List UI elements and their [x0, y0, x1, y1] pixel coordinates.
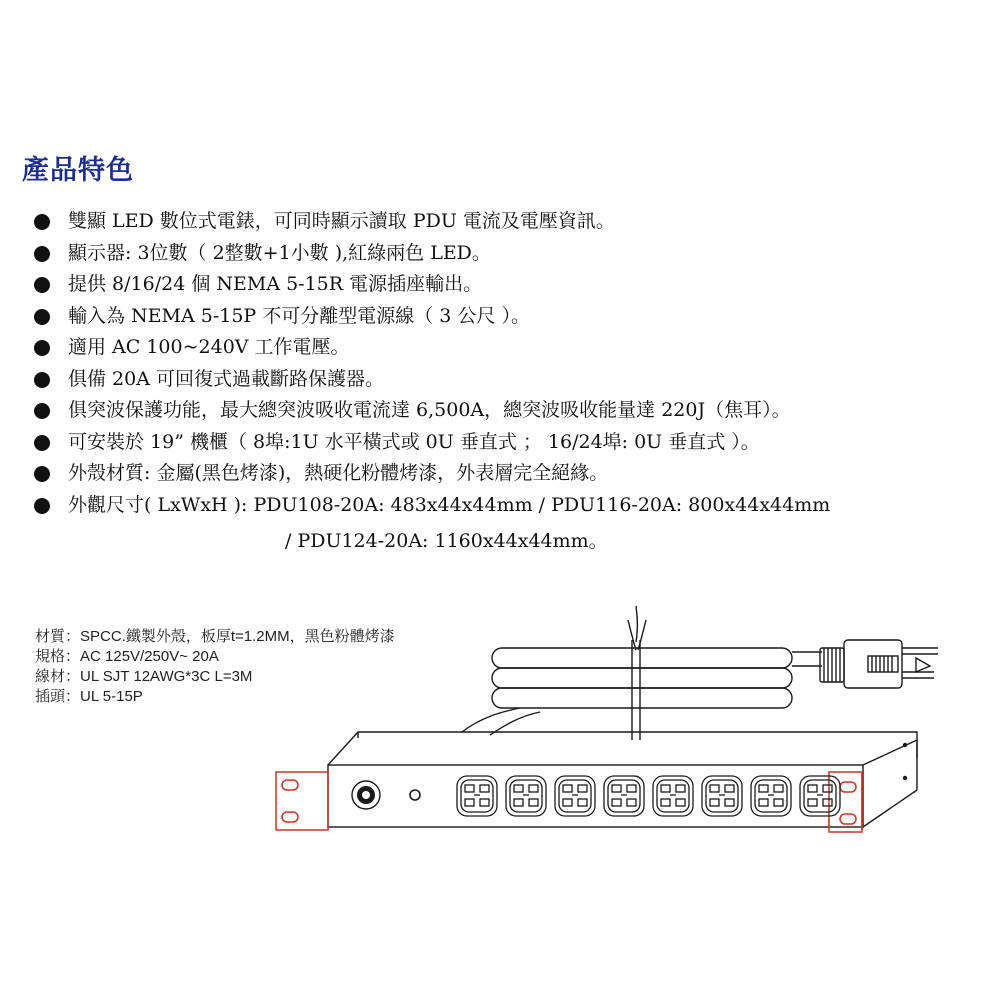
- feature-text: 輸入為 NEMA 5-15P 不可分離型電源線（ 3 公尺 ）。: [68, 304, 530, 327]
- outlet-icon: [604, 776, 644, 816]
- indicator-light-icon: [410, 790, 420, 800]
- outlet-icon: [506, 776, 546, 816]
- outlet-icon: [702, 776, 742, 816]
- outlet-icon: [653, 776, 693, 816]
- feature-text: 俱備 20A 可回復式過載斷路保護器。: [68, 367, 384, 390]
- circuit-breaker-icon: [352, 781, 380, 809]
- feature-text: 可安裝於 19” 機櫃（ 8埠:1U 水平橫式或 0U 垂直式 ； 16/24埠: 0U 垂直式 ）。: [68, 430, 760, 453]
- outlet-icon: [457, 776, 497, 816]
- section-title: 產品特色: [22, 155, 134, 186]
- spec-rating: 規格：AC 125V/250V~ 20A: [35, 648, 219, 665]
- feature-text: 顯示器: 3位數（ 2整數+1小數 ),紅綠兩色 LED。: [68, 241, 491, 264]
- outlet-icon: [555, 776, 595, 816]
- feature-text: 雙顯 LED 數位式電錶，可同時顯示讀取 PDU 電流及電壓資訊。: [68, 210, 615, 232]
- feature-text: 提供 8/16/24 個 NEMA 5-15R 電源插座輸出。: [68, 273, 483, 295]
- outlet-row: [457, 776, 840, 816]
- plug-icon: [820, 640, 938, 688]
- spec-plug: 插頭：UL 5-15P: [35, 688, 143, 705]
- mounting-bracket-right: [829, 772, 862, 832]
- feature-text: 外殼材質: 金屬(黑色烤漆)，熱硬化粉體烤漆，外表層完全絕緣。: [68, 462, 609, 484]
- feature-text: 外觀尺寸( LxWxH ): PDU108-20A: 483x44x44mm / PDU116-20A: 800x44x44mm: [68, 493, 831, 516]
- feature-text: 俱突波保護功能，最大總突波吸收電流達 6,500A，總突波吸收能量達 220J（焦耳）。: [68, 399, 791, 421]
- mounting-bracket-left: [276, 772, 328, 830]
- spec-material: 材質：SPCC.鐵製外殼，板厚t=1.2MM，黑色粉體烤漆: [35, 628, 395, 645]
- spec-list: [35, 627, 395, 707]
- feature-text: 適用 AC 100~240V 工作電壓。: [68, 336, 350, 358]
- feature-continuation: / PDU124-20A: 1160x44x44mm。: [285, 530, 608, 552]
- spec-cable: 線材：UL SJT 12AWG*3C L=3M: [35, 668, 253, 685]
- outlet-icon: [800, 776, 840, 816]
- outlet-icon: [751, 776, 791, 816]
- power-cord: [462, 606, 822, 740]
